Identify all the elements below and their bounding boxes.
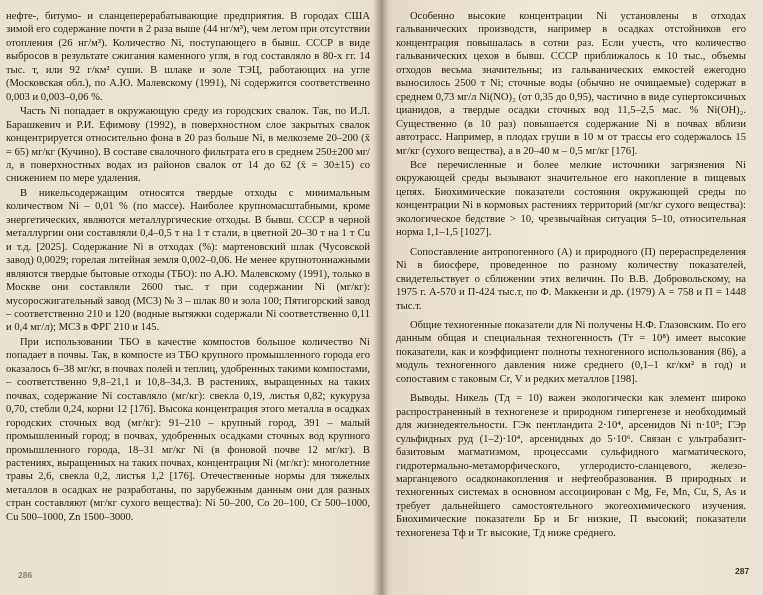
book-gutter [372,0,392,595]
right-page [396,10,746,595]
right-paragraph-1: Особенно высокие концентрации Ni установлены в отходах гальванических производств, например в осадках отстойников его концентрация повышалась в сотни раз. Если учесть, что количество гальванических цехов в бывш. СССР приближалось к 10 тыс., объемы отходов весьма значительны; из гальванических емкостей ежегодно выносилось 2500 т Ni; сточные воды (обычно не очищаемые) содержат в среднем 0,73 мг/л Ni(NO)₂ (от 0,35 до 0,95), частично в виде супертоксичных цианидов, а твердые осадки сточных вод 11,5–2,5 мас. % Ni(OH)₂. Существенно (в 10 раз) повышается содержание Ni в почвах вблизи автотрасс. Например, в плодах груши в 10 м от трассы его содержалось 15 мг/кг (сухого вещества), а в 20–40 м – 0,5 мг/кг [176]. [396,11,746,157]
left-paragraph-4: При использовании ТБО в качестве компостов большое количество Ni попадает в почвы. Так, в компосте из ТБО крупного промышленного города его оказалось 6–38 мг/кг, в почвах полей и теплиц, удобренных такими компостами, – соответственно 9,8–21,1 и 10,8–34,3. В растениях, выращенных на таких почвах, содержание Ni составляло (мг/кг): свекла 0,19, листья 0,82; кукуруза 0,70, стебли 0,24, корни 12 [176]. Высока концентрация этого металла в осадках городских сточных вод (мг/кг): 91–210 – крупный город, 391 – малый промышленный город; в почвах, удобренных осадками сточных вод крупного промышленного города, 18–31 мг/кг Ni (в фоновой почве 12 мг/кг). В растениях, выращенных на таких почвах, концентрация Ni (мг/кг): многолетние травы 2,6, свекла 0,2, листья 1,2 [176]. Отечественные нормы для тяжелых металлов в осадках не разработаны, по зарубежным данным они для разных стран составляют (мг/кг сухого вещества): Ni 50–200, Co 20–100, Cr 500–1000, Cu 500–1000, Zn 1500–3000. [6,336,370,523]
left-paragraph-1: нефте-, битумо- и сланцеперерабатывающие предприятия. В городах США зимой его содержание почти в 2 раза выше (44 нг/м³), чем летом при отсутствии отопления (26 нг/м³). Количество Ni, поступающего в бывш. СССР в виде выбросов в результате сжигания каменного угля, в год составляло в 80-х гг. 14 тыс. т, или 92 г/км² суши. В шлаке и золе ТЭЦ, работающих на угле (Московская обл.), по А.Ю. Малевскому (1991), Ni содержится соответственно 0,003 и 0,003–0,06 %. [6,11,370,103]
left-paragraph-2: Часть Ni попадает в окружающую среду из городских свалок. Так, по И.Л. Барашкевич и Р.И. Ефимову (1992), в поверхностном слое закрытых свалок концентрируется относительно фона в 20 раз больше Ni, в мелкоземе 20–200 (x̄ = 65) мг/кг (Кучино). В составе свалочного фильтрата его в среднем 250±200 мг/л, в поверхностных водах из районов свалок от 14 до 62 (x̄ = 30±15) со снижением по мере удаления. [6,106,370,185]
right-paragraph-4: Общие техногенные показатели для Ni получены Н.Ф. Глазовским. По его данным общая и специальная техногенность (Tт = 10⁸) имеет высокие показатели, как и коэффициент полноты техногенного использования (86), а модуль техногенного давления ниже среднего (0,1–1 кг/км² в год) и сопоставим с таковым Cr, V и редких металлов [198]. [396,319,746,385]
left-page [6,10,370,595]
left-paragraph-3: В никельсодержащим относятся твердые отходы с минимальным количеством Ni – 0,01 % (по массе). Наиболее крупномасштабными, кроме энергетических, являются металлургические отходы. В бывш. СССР в черной металлургии они составляли 0,4–0,5 т на 1 т стали, в цветной 20–30 т на 1 т Cu и т.д. [2025]. Содержание Ni в отходах (%): мартеновский шлак (Чусовской завод) 0,0029; горелая литейная земля 0,002–0,06. Не менее крупнотоннажными являются твердые бытовые отходы (ТБО): по А.Ю. Малевскому (1991), только в Москве они составляли 2600 тыс. т при содержании Ni (мг/кг): мусоросжигательный завод (МСЗ) № 3 – шлак 80 и зола 100; Пятигорский завод – соответственно 210 и 120 (водные вытяжки содержали Ni соответственно 0,11 и 0,4 мг/л); МСЗ в ФРГ 210 и 145. [6,187,370,334]
left-page-number: 286 [18,570,33,580]
right-paragraph-3: Сопоставление антропогенного (А) и природного (П) перераспределения Ni в биосфере, проведенное по разному количеству показателей, свидетельствует о сближении этих величин. По В.В. Добровольскому, на 1975 г. А-570 и П-424 тыс.т, по Ф. Маккензи и др. (1979) А = 758 и П = 1448 тыс.т. [396,246,746,312]
right-page-number: 287 [735,566,750,576]
right-paragraph-2: Все перечисленные и более мелкие источники загрязнения Ni окружающей среды вызывают значительное его накопление в пищевых цепях. Биохимические показатели состояния окружающей среды по концентрации Ni в кормовых растениях территорий (мг/кг сухого вещества): экологическое бедствие > 10, чрезвычайная ситуация 5–10, относительная норма 1,1–1,5 [1027]. [396,159,746,239]
right-paragraph-5: Выводы. Никель (Tд = 10) важен экологически как элемент широко распространенный в техногенезе и природном гипергенезе и необходимый для жизнедеятельности. ГЭк пентландита 2·10⁴, арсенидов Ni n·10⁵; ГЭр сульфидных руд (1–2)·10⁴, арсенидных до 5·10⁶. Связан с ультрабазит-базитовым магматизмом, процессами сульфидного магматического, гидротермально-метаморфического, углеродисто-сланцевого, железо-марганцевого осадконакопления и нефтеобразования. В природных и техногенных системах в основном ассоциирован с Mg, Fe, Mn, Cu, S, As и требует дальнейшего самостоятельного экогеохимического изучения. Биохимические показатели Бр и Бг низкие, П высокий; показатели техногенеза Tф и Tг высокие, Tд ниже среднего. [396,393,746,539]
